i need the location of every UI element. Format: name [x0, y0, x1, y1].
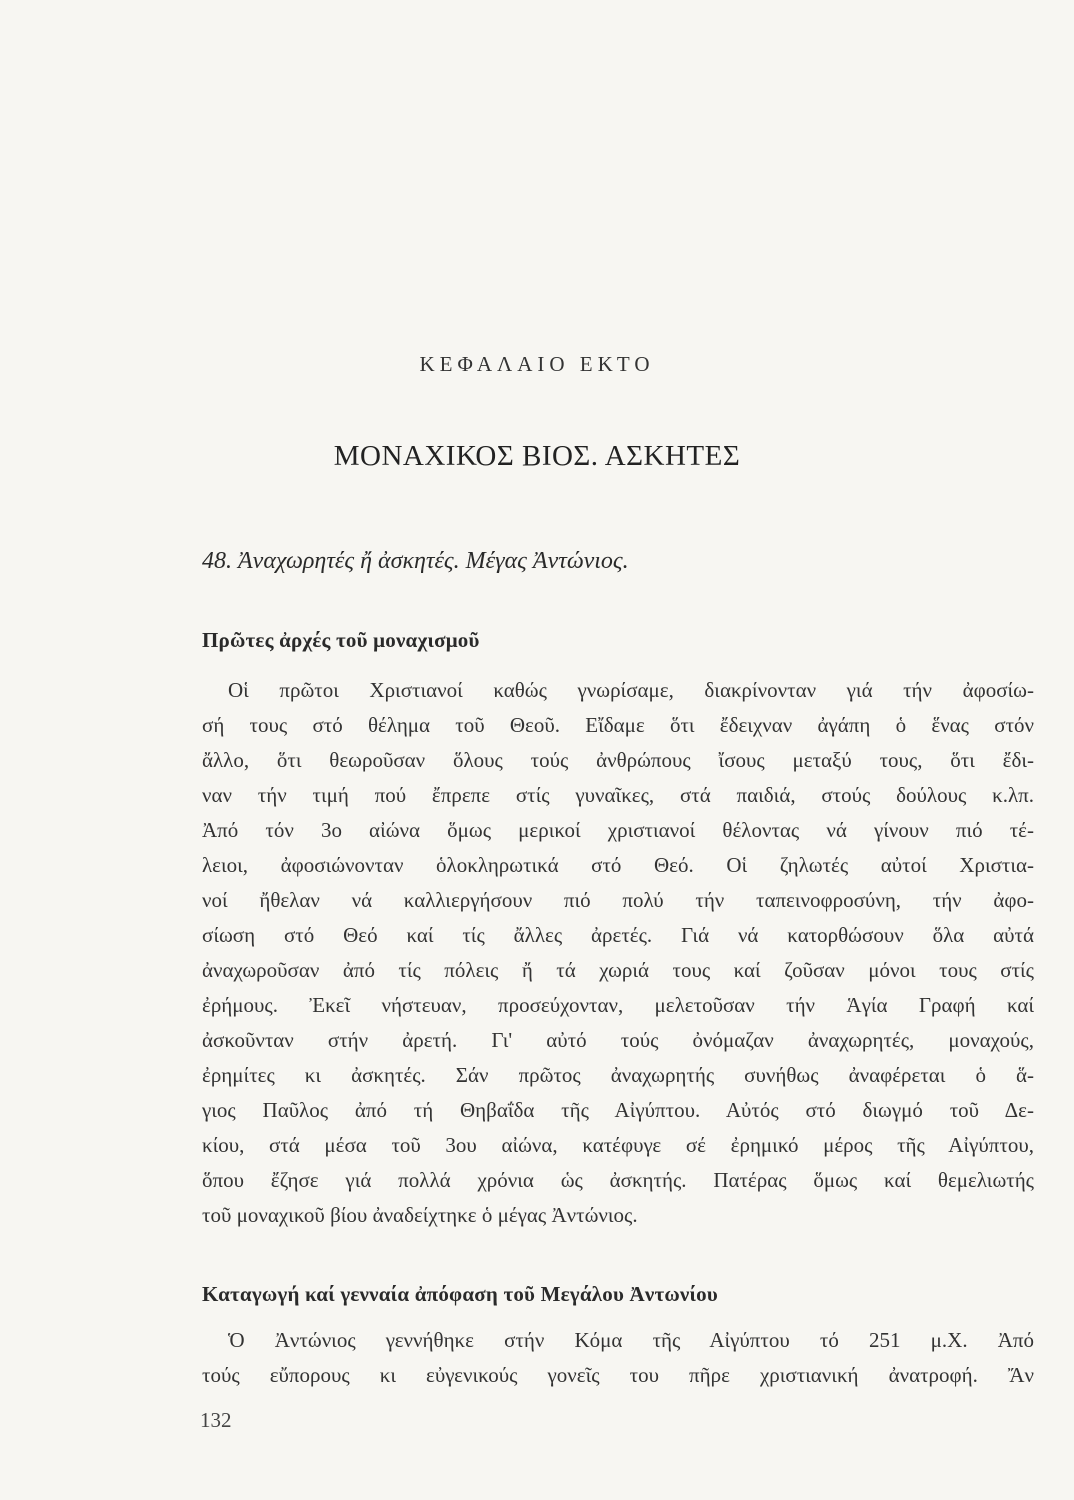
- text-line: ἄλλο, ὅτι θεωροῦσαν ὅλους τούς ἀνθρώπους ἴσους μεταξύ τους, ὅτι ἔδι-: [202, 748, 1034, 772]
- text-line: ἀναχωροῦσαν ἀπό τίς πόλεις ἤ τά χωριά τους καί ζοῦσαν μόνοι τους στίς: [202, 958, 1034, 982]
- text-line: Ὁ Ἀντώνιος γεννήθηκε στήν Κόμα τῆς Αἰγύπτου τό 251 μ.Χ. Ἀπό: [228, 1328, 1034, 1352]
- text-line: κίου, στά μέσα τοῦ 3ου αἰώνα, κατέφυγε σέ ἐρημικό μέρος τῆς Αἰγύπτου,: [202, 1133, 1034, 1157]
- text-line: ἀσκοῦνταν στήν ἀρετή. Γι' αὐτό τούς ὀνόμαζαν ἀναχωρητές, μοναχούς,: [202, 1028, 1034, 1052]
- text-line: νοί ἤθελαν νά καλλιεργήσουν πιό πολύ τήν ταπεινοφροσύνη, τήν ἀφο-: [202, 888, 1034, 912]
- section-heading: 48. Ἀναχωρητές ἤ ἀσκητές. Μέγας Ἀντώνιος.: [202, 548, 629, 574]
- text-line: τούς εὔπορους κι εὐγενικούς γονεῖς του πῆρε χριστιανική ἀνατροφή. Ἄν: [202, 1363, 1034, 1387]
- text-line: τοῦ μοναχικοῦ βίου ἀναδείχτηκε ὁ μέγας Ἀντώνιος.: [202, 1203, 638, 1227]
- chapter-title: ΜΟΝΑΧΙΚΟΣ ΒΙΟΣ. ΑΣΚΗΤΕΣ: [333, 440, 741, 472]
- text-line: σή τους στό θέλημα τοῦ Θεοῦ. Εἴδαμε ὅτι ἔδειχναν ἀγάπη ὁ ἕνας στόν: [202, 713, 1034, 737]
- text-line: ὅπου ἔζησε γιά πολλά χρόνια ὡς ἀσκητής. Πατέρας ὅμως καί θεμελιωτής: [202, 1168, 1034, 1192]
- subsection-heading: Καταγωγή καί γενναία ἀπόφαση τοῦ Μεγάλου Ἀντωνίου: [202, 1282, 718, 1306]
- text-line: ἐρήμους. Ἐκεῖ νήστευαν, προσεύχονταν, μελετοῦσαν τήν Ἁγία Γραφή καί: [202, 993, 1034, 1017]
- text-line: Οἱ πρῶτοι Χριστιανοί καθώς γνωρίσαμε, διακρίνονταν γιά τήν ἀφοσίω-: [228, 678, 1034, 702]
- text-line: σίωση στό Θεό καί τίς ἄλλες ἀρετές. Γιά νά κατορθώσουν ὅλα αὐτά: [202, 923, 1034, 947]
- text-line: γιος Παῦλος ἀπό τή Θηβαΐδα τῆς Αἰγύπτου. Αὐτός στό διωγμό τοῦ Δε-: [202, 1098, 1034, 1122]
- text-line: Ἀπό τόν 3ο αἰώνα ὅμως μερικοί χριστιανοί θέλοντας νά γίνουν πιό τέ-: [202, 818, 1034, 842]
- text-line: λειοι, ἀφοσιώνονταν ὁλοκληρωτικά στό Θεό. Οἱ ζηλωτές αὐτοί Χριστια-: [202, 853, 1034, 877]
- text-line: ναν τήν τιμή πού ἔπρεπε στίς γυναῖκες, στά παιδιά, στούς δούλους κ.λπ.: [202, 783, 1034, 807]
- page-number: 132: [200, 1408, 232, 1432]
- chapter-label: ΚΕΦΑΛΑΙΟ ΕΚΤΟ: [419, 352, 655, 376]
- text-line: ἐρημίτες κι ἀσκητές. Σάν πρῶτος ἀναχωρητής συνήθως ἀναφέρεται ὁ ἅ-: [202, 1063, 1034, 1087]
- subsection-heading: Πρῶτες ἀρχές τοῦ μοναχισμοῦ: [202, 628, 480, 652]
